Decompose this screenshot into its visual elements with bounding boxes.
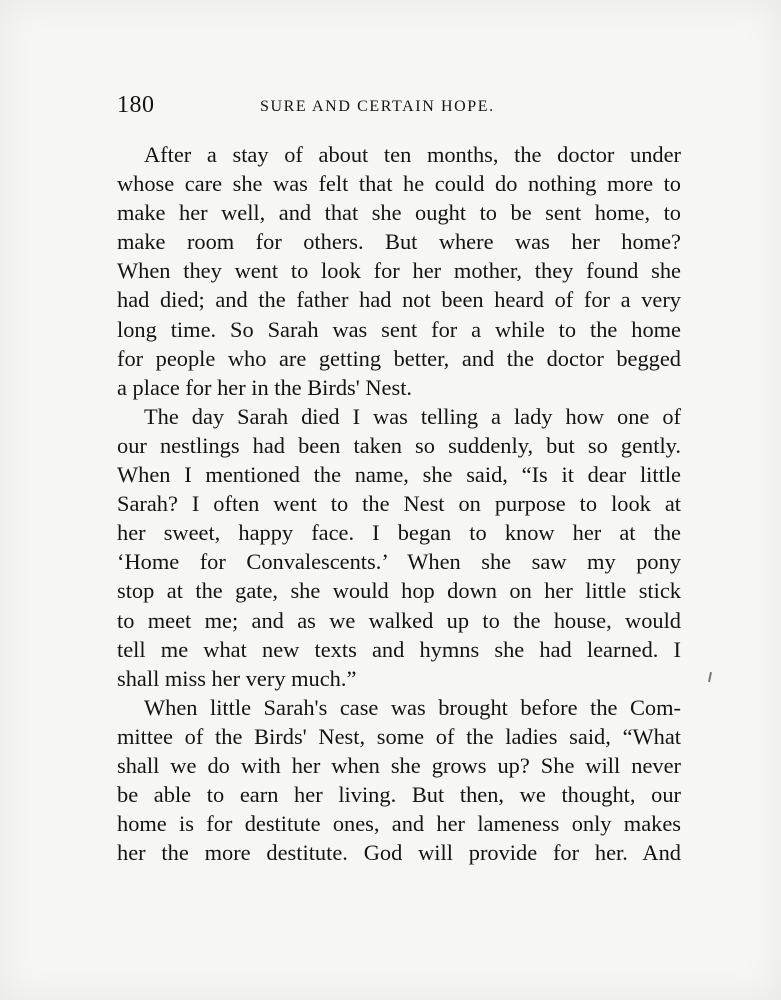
print-speck xyxy=(708,672,712,682)
text-line: had died; and the father had not been heard of for a very xyxy=(117,287,681,313)
text-line: mittee of the Birds' Nest, some of the ladies said, “What xyxy=(117,723,681,749)
text-line: tell me what new texts and hymns she had learned. I xyxy=(117,636,681,662)
text-line: a place for her in the Birds' Nest. xyxy=(117,374,413,400)
paragraph-3 xyxy=(117,693,681,868)
text-line: for people who are getting better, and the doctor begged xyxy=(117,345,681,371)
text-line: ‘Home for Convalescents.’ When she saw my pony xyxy=(117,549,681,575)
text-line: shall we do with her when she grows up? She will never xyxy=(117,752,681,778)
text-line: make room for others. But where was her home? xyxy=(117,229,681,255)
text-line: After a stay of about ten months, the doctor under xyxy=(144,142,681,167)
paragraph-2 xyxy=(117,402,681,693)
running-title: SURE AND CERTAIN HOPE. xyxy=(260,98,495,115)
text-line: When I mentioned the name, she said, “Is it dear little xyxy=(117,462,681,488)
text-line: Sarah? I often went to the Nest on purpose to look at xyxy=(117,491,681,517)
text-line: stop at the gate, she would hop down on her little stick xyxy=(117,578,681,604)
text-line: The day Sarah died I was telling a lady how one of xyxy=(144,403,681,429)
text-line: home is for destitute ones, and her lameness only makes xyxy=(117,811,681,837)
text-line: make her well, and that she ought to be sent home, to xyxy=(117,200,681,226)
text-line: her the more destitute. God will provide for her. And xyxy=(117,840,681,866)
text-line: long time. So Sarah was sent for a while to the home xyxy=(117,316,681,342)
text-line: her sweet, happy face. I began to know her at the xyxy=(117,520,681,546)
text-line: our nestlings had been taken so suddenly, but so gently. xyxy=(117,432,681,458)
paragraph-1 xyxy=(117,140,681,402)
text-line: be able to earn her living. But then, we thought, our xyxy=(117,782,681,808)
text-line: to meet me; and as we walked up to the house, would xyxy=(117,607,681,633)
text-line: When they went to look for her mother, they found she xyxy=(117,258,681,284)
text-line: shall miss her very much.” xyxy=(117,665,357,691)
text-line: whose care she was felt that he could do nothing more to xyxy=(117,171,681,197)
page-header xyxy=(117,92,681,122)
page-number: 180 xyxy=(117,92,155,118)
text-line: When little Sarah's case was brought before the Com- xyxy=(144,694,681,720)
body-text xyxy=(117,140,681,867)
